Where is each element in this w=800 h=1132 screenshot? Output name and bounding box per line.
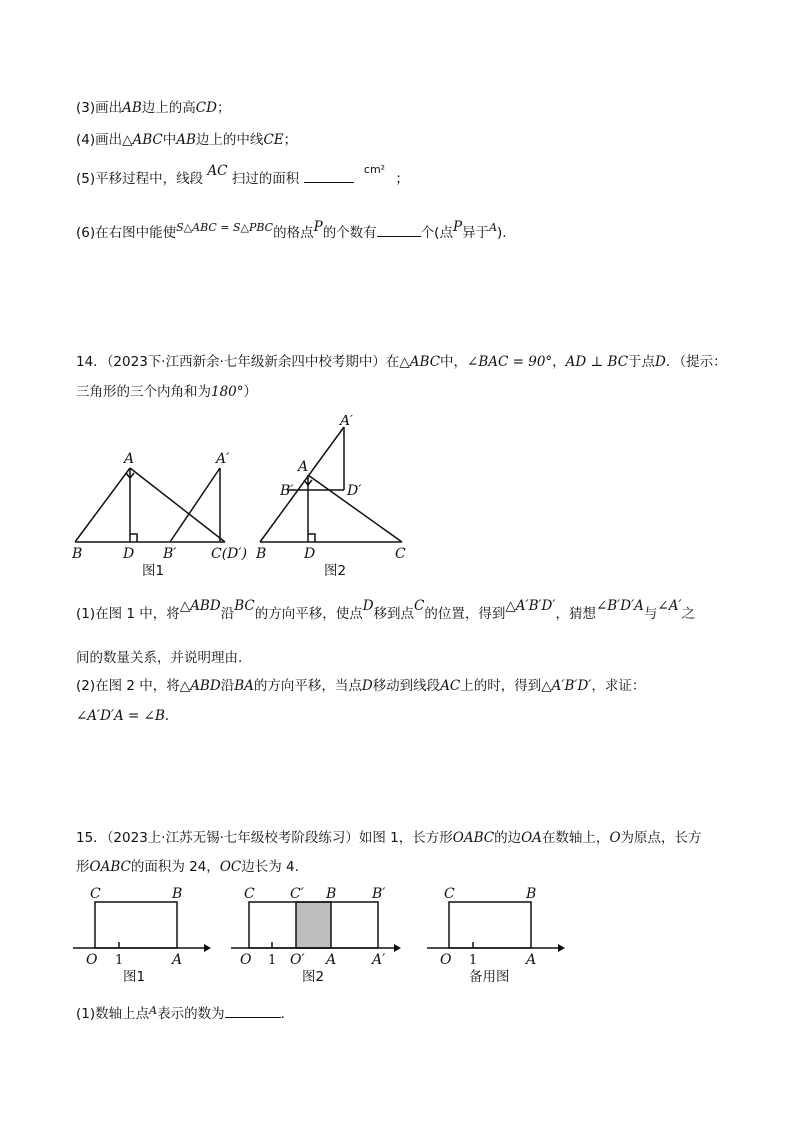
label-c: C — [444, 886, 455, 902]
label-c: C — [395, 546, 406, 562]
label-b: B — [172, 886, 183, 902]
q15-stem-line2: 形OABC的面积为 24，OC边长为 4. — [76, 859, 299, 875]
axis-arrow — [204, 944, 211, 952]
label-a-prime: A′ — [340, 415, 354, 429]
label-one: 1 — [469, 953, 478, 968]
q15-stem-line1: 15．（2023上·江苏无锡·七年级校考阶段练习）如图 1，长方形OABC的边OA在数轴上，O为原点，长方 — [76, 830, 702, 846]
label-a: A — [526, 952, 537, 968]
shaded-overlap — [296, 902, 331, 948]
q13-part4: (4)画出△ABC中AB边上的中线CE； — [76, 132, 298, 148]
q14-stem-line1: 14．（2023下·江西新余·七年级新余四中校考期中）在△ABC中，∠BAC = 90°，AD ⊥ BC于点D．（提示： — [76, 354, 727, 370]
label-c: C — [244, 886, 255, 902]
label-a-prime: A′ — [372, 952, 386, 968]
caption-fig1: 图1 — [123, 969, 146, 985]
line-b-a-a-prime — [260, 427, 344, 542]
label-d: D — [123, 546, 135, 562]
right-angle-mark-d — [308, 534, 315, 542]
q14-part1-line1: (1)在图 1 中，将△ABD沿BC的方向平移，使点D移到点C的位置，得到△A′B′D′，猜想∠B′D′A与∠A′之 — [76, 598, 696, 622]
label-a: A — [124, 451, 135, 467]
q15-figure-backup — [422, 880, 572, 990]
q14-figure-1 — [70, 415, 250, 585]
label-b: B — [72, 546, 83, 562]
q13-part5: (5)平移过程中，线段 AC 扫过的面积 $^{cm^2}$ ； — [76, 163, 409, 187]
q13-part3: (3)画出AB边上的高CD； — [76, 100, 231, 116]
caption-fig2: 图2 — [324, 563, 347, 579]
caption-fig1: 图1 — [142, 563, 165, 579]
axis-arrow — [558, 944, 565, 952]
label-c: C — [90, 886, 101, 902]
segment-ab — [75, 468, 130, 542]
q14-stem-line2: 三角形的三个内角和为180°） — [76, 384, 258, 400]
q15-part1: (1)数轴上点$^A$表示的数为 . — [76, 1004, 285, 1022]
label-d: D — [304, 546, 316, 562]
label-b: B — [326, 886, 337, 902]
axis-arrow — [394, 944, 401, 952]
label-o-prime: O′ — [290, 952, 305, 968]
label-one: 1 — [268, 953, 277, 968]
label-one: 1 — [115, 953, 124, 968]
label-d-prime: D′ — [347, 483, 362, 499]
label-a: A — [326, 952, 337, 968]
answer-blank — [225, 1003, 281, 1018]
label-b-prime: B′ — [280, 483, 294, 499]
q14-part2-line1: (2)在图 2 中，将△ABD沿BA的方向平移，当点D移动到线段AC上的时，得到△A′B′D′，求证： — [76, 678, 646, 694]
label-a: A — [298, 459, 309, 475]
q14-figure-2 — [252, 415, 422, 585]
q15-figure-2 — [226, 880, 406, 990]
label-b-prime: B′ — [163, 546, 177, 562]
right-angle-mark-d — [130, 534, 137, 542]
label-o: O — [86, 952, 98, 968]
label-c-prime: C′ — [290, 886, 304, 902]
answer-blank — [377, 222, 421, 237]
label-b: B — [526, 886, 537, 902]
rectangle-oabc — [95, 902, 177, 948]
label-c-d-prime: C(D′) — [211, 546, 248, 562]
label-a: A — [172, 952, 183, 968]
label-b-prime: B′ — [372, 886, 386, 902]
label-o: O — [240, 952, 252, 968]
answer-blank — [304, 168, 354, 183]
caption-fig2: 图2 — [302, 969, 325, 985]
q14-part1-line2: 间的数量关系，并说明理由. — [76, 650, 243, 666]
q14-part2-line2: ∠A′D′A = ∠B. — [76, 708, 170, 724]
rectangle-oabc — [449, 902, 531, 948]
label-a-prime: A′ — [216, 451, 230, 467]
q13-part6: (6)在右图中能使$^{S\triangle ABC = S\triangle PBC}$的格点P的个数有 个(点P异于$^A$). — [76, 219, 507, 241]
caption-backup: 备用图 — [469, 969, 510, 985]
label-b: B — [256, 546, 267, 562]
label-o: O — [440, 952, 452, 968]
q15-figure-1 — [68, 880, 218, 990]
